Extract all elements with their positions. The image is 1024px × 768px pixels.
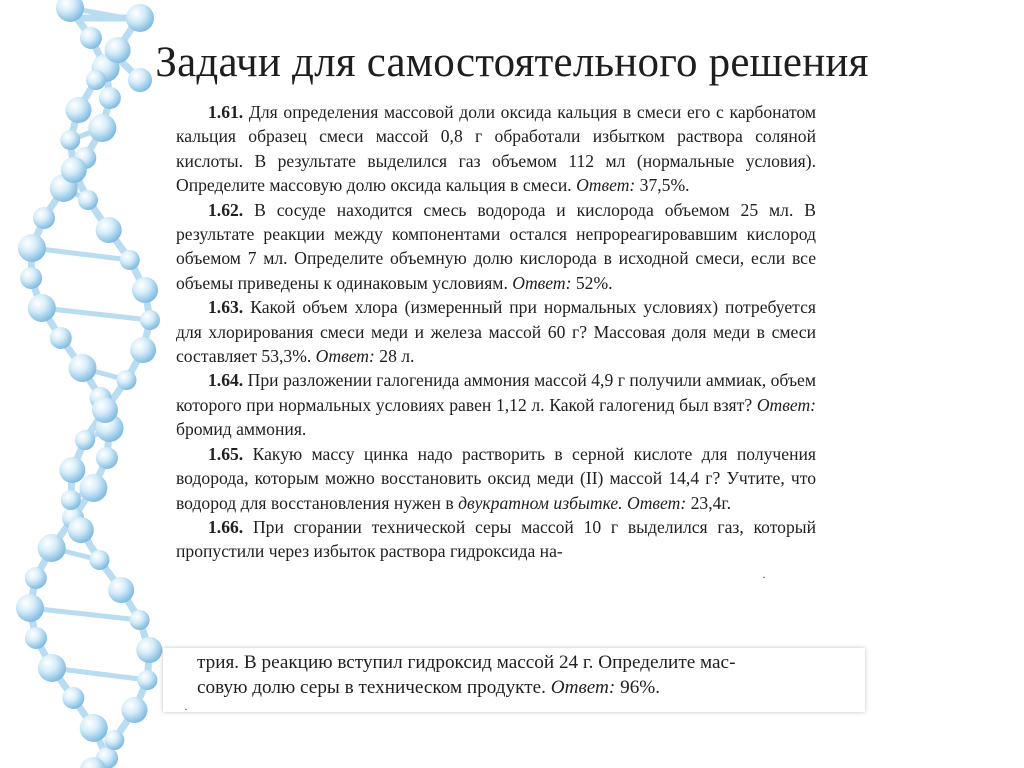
molecule-atom: [121, 697, 147, 723]
problem-item: [176, 295, 816, 368]
problem-text: При сгорании технической серы массой 10 г выделился газ, который пропустили через избыток раствора гидроксида на-: [176, 516, 816, 562]
answer-value: бромид аммония.: [176, 419, 307, 440]
problem-text: При разложении галогенида аммония массой 4,9 г получили аммиак, объем которого при нормальных условиях равен 1,12 л. Какой галогенид был взят?: [176, 370, 816, 415]
molecule-atom: [96, 447, 118, 469]
problem-number: 1.63.: [208, 297, 244, 318]
answer-value: 96%.: [620, 677, 661, 698]
molecule-atom: [89, 550, 109, 570]
problem-number: 1.64.: [208, 370, 244, 391]
problem-italic-text: двукратном избытке.: [458, 492, 623, 513]
molecule-atom: [75, 430, 95, 450]
molecule-atom: [59, 457, 85, 483]
continuation-text: совую долю серы в техническом продукте.: [197, 677, 546, 698]
molecule-atom: [61, 490, 81, 510]
molecule-atom: [99, 87, 121, 109]
molecule-atom: [65, 97, 91, 123]
molecule-atom: [28, 294, 56, 322]
molecule-atom: [88, 114, 116, 142]
continuation-line: трия. В реакцию вступил гидроксид массой 24 г. Определите мас-: [197, 652, 736, 673]
molecule-atom: [33, 207, 55, 229]
molecule-atom: [80, 714, 108, 742]
molecule-atom: [78, 190, 98, 210]
molecule-atom: [79, 474, 107, 502]
molecule-atom: [18, 234, 46, 262]
molecule-atom: [116, 370, 136, 390]
molecule-atom: [50, 327, 72, 349]
molecule-atom: [140, 310, 160, 330]
answer-value: 37,5%.: [639, 175, 690, 196]
problem-text: Какую массу цинка надо растворить в серной кислоте для получения водорода, которым можно восстановить оксид меди (II) массой 14,4 г? Учтите, что водород для восстановления нужен в: [176, 443, 816, 513]
molecule-atom: [25, 567, 47, 589]
molecule-atom: [132, 277, 158, 303]
answer-label: Ответ:: [576, 175, 636, 196]
problem-number: 1.66.: [208, 516, 244, 537]
problem-list: [176, 100, 816, 564]
molecule-atom: [96, 217, 122, 243]
molecule-atom: [61, 157, 87, 183]
molecule-atom: [126, 4, 154, 32]
answer-label: Ответ:: [550, 677, 616, 698]
problem-item: [176, 100, 816, 198]
molecule-atom: [68, 354, 96, 382]
answer-value: 28 л.: [379, 346, 415, 367]
answer-label: Ответ:: [756, 394, 817, 415]
problem-text: В сосуде находится смесь водорода и кислорода объемом 25 мл. В результате реакции между компонентами остался непрореагировавшим кислород объемом 7 мл. Определите объемную долю кислорода в исходной смеси, если все объемы приведены к одинаковым условиям.: [176, 199, 816, 293]
molecule-atom: [120, 250, 140, 270]
molecule-atom: [130, 337, 156, 363]
answer-value: 23,4г.: [690, 492, 732, 513]
problem-item: [176, 368, 816, 441]
molecule-atom: [38, 534, 66, 562]
molecule-atom: [62, 687, 84, 709]
molecule-atom: [20, 267, 42, 289]
answer-label: Ответ:: [512, 272, 572, 293]
answer-label: Ответ:: [626, 492, 687, 513]
molecule-atom: [68, 517, 94, 543]
problem-item: [176, 515, 816, 564]
molecule-bond: [52, 668, 147, 680]
problem-item: [176, 198, 816, 296]
problem-text: Для определения массовой доли оксида кальция в смеси его с карбонатом кальция образец смеси массой 0,8 г обработали избытком раствора соляной кислоты. В результате выделился газ объемом 112 мл (нормальные условия). Определите массовую долю оксида кальция в смеси.: [176, 102, 816, 196]
molecule-atom: [104, 730, 124, 750]
molecule-atom: [25, 627, 47, 649]
problem-text: Какой объем хлора (измеренный при нормальных условиях) потребуется для хлорирования смеси меди и железа массой 60 г? Массовая доля меди в смеси составляет 53,3%.: [176, 297, 816, 367]
slide-title: Задачи для самостоятельного решения: [155, 39, 869, 86]
molecule-atom: [38, 654, 66, 682]
scan-dot: ·: [184, 702, 188, 716]
answer-label: Ответ:: [315, 346, 375, 367]
problem-number: 1.62.: [208, 199, 244, 220]
problem-item: [176, 442, 816, 515]
problem-number: 1.65.: [208, 443, 244, 464]
molecule-atom: [92, 397, 118, 423]
molecule-atom: [60, 130, 80, 150]
molecule-bond: [42, 308, 150, 320]
problem-continuation-box: [163, 648, 865, 712]
scan-dot: ·: [762, 570, 766, 584]
problem-number: 1.61.: [208, 102, 244, 122]
molecule-atom: [108, 577, 134, 603]
answer-value: 52%.: [575, 272, 613, 293]
molecule-atom: [136, 637, 162, 663]
molecule-atom: [137, 670, 157, 690]
continuation-line: [197, 675, 865, 700]
molecule-bond: [32, 248, 130, 260]
molecule-bond: [30, 608, 140, 620]
molecule-atom: [16, 594, 44, 622]
molecule-atom: [130, 610, 150, 630]
